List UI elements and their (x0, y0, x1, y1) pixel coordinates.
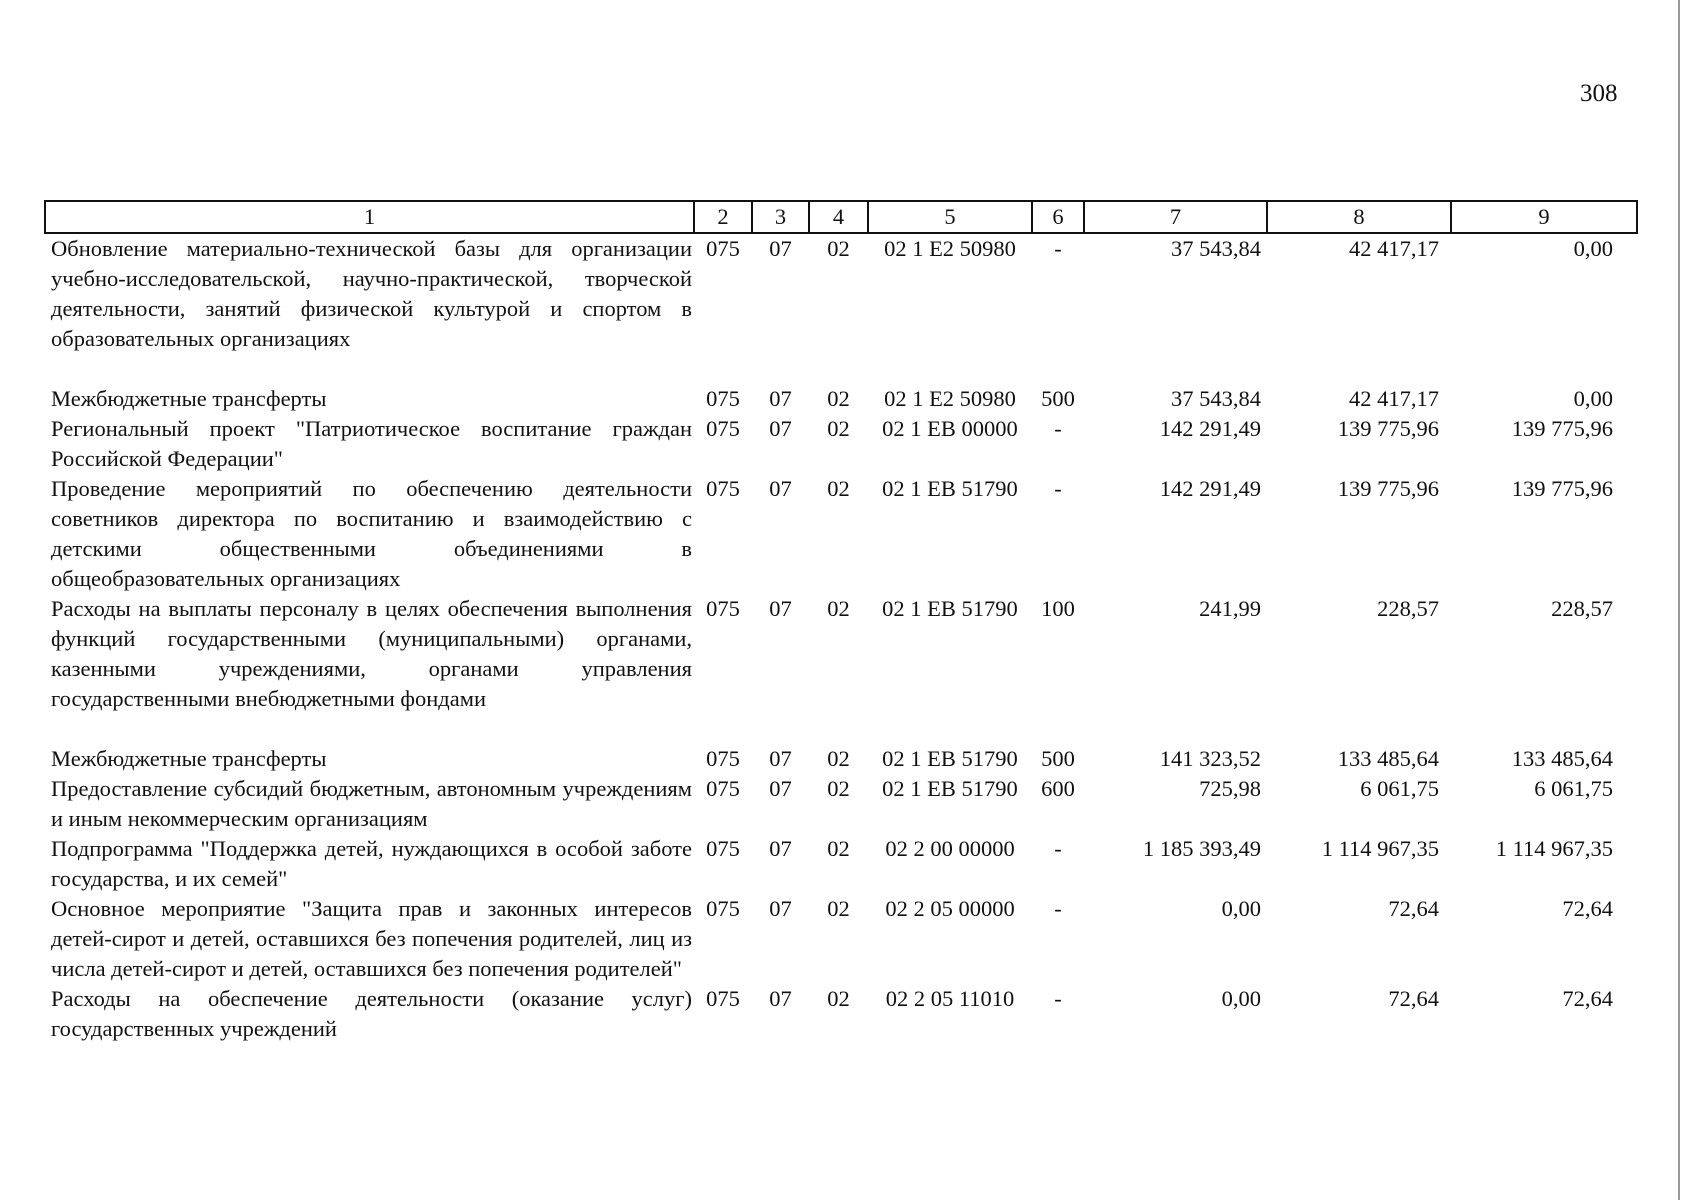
row-name-cell: Расходы на обеспечение деятельности (оказание услуг) государственных учреждений (51, 986, 692, 1041)
table-row (45, 774, 1637, 834)
row-col-3-cell: 07 (769, 896, 792, 921)
row-col-7-cell: 1 185 393,49 (1142, 836, 1261, 861)
header-col-7: 7 (1084, 201, 1267, 233)
row-col-4-cell: 02 (827, 386, 850, 411)
row-col-3-cell: 07 (769, 986, 792, 1011)
row-col-3-cell: 07 (769, 746, 792, 771)
header-col-3: 3 (752, 201, 809, 233)
row-col-8-cell: 1 114 967,35 (1321, 836, 1439, 861)
row-col-8-cell: 228,57 (1377, 596, 1439, 621)
row-col-6-cell: 600 (1041, 776, 1075, 801)
header-col-4: 4 (809, 201, 868, 233)
row-col-7-cell: 0,00 (1221, 896, 1261, 921)
row-col-9-cell: 139 775,96 (1511, 476, 1613, 501)
row-col-2-cell: 075 (706, 596, 740, 621)
row-col-7-cell: 241,99 (1199, 596, 1261, 621)
row-col-6-cell: 100 (1041, 596, 1075, 621)
row-col-3-cell: 07 (769, 236, 792, 261)
table-row (45, 384, 1637, 414)
table-body (45, 233, 1637, 1044)
row-col-2-cell: 075 (706, 836, 740, 861)
row-col-3-cell: 07 (769, 836, 792, 861)
header-row (45, 201, 1637, 233)
header-col-5: 5 (868, 201, 1032, 233)
row-col-4-cell: 02 (827, 896, 850, 921)
row-col-8-cell: 6 061,75 (1360, 776, 1439, 801)
row-name-cell: Межбюджетные трансферты (51, 746, 327, 771)
table-row (45, 834, 1637, 894)
row-col-7-cell: 725,98 (1199, 776, 1261, 801)
row-col-5-cell: 02 1 E2 50980 (884, 386, 1016, 411)
row-col-7-cell: 141 323,52 (1159, 746, 1261, 771)
row-col-7-cell: 37 543,84 (1171, 386, 1261, 411)
row-col-2-cell: 075 (706, 386, 740, 411)
row-col-8-cell: 42 417,17 (1349, 236, 1439, 261)
row-col-5-cell: 02 1 E2 50980 (884, 236, 1016, 261)
row-col-8-cell: 42 417,17 (1349, 386, 1439, 411)
row-col-9-cell: 0,00 (1573, 236, 1613, 261)
row-name-cell: Предоставление субсидий бюджетным, автономным учреждениям и иным некоммерческим организациям (51, 776, 692, 831)
row-col-3-cell: 07 (769, 596, 792, 621)
row-col-6-cell: - (1054, 476, 1062, 501)
row-col-6-cell: 500 (1041, 386, 1075, 411)
row-col-4-cell: 02 (827, 236, 850, 261)
row-name-cell: Подпрограмма "Поддержка детей, нуждающихся в особой заботе государства, и их семей" (51, 836, 692, 891)
row-col-5-cell: 02 1 EB 51790 (882, 776, 1018, 801)
row-name-cell: Проведение мероприятий по обеспечению деятельности советников директора по воспитанию и взаимодействию с детскими общественными объединениями в общеобразовательных организациях (51, 476, 692, 591)
row-col-3-cell: 07 (769, 776, 792, 801)
row-col-8-cell: 139 775,96 (1337, 416, 1439, 441)
row-col-2-cell: 075 (706, 416, 740, 441)
row-col-9-cell: 228,57 (1551, 596, 1613, 621)
row-col-4-cell: 02 (827, 776, 850, 801)
row-col-8-cell: 72,64 (1388, 896, 1439, 921)
row-col-4-cell: 02 (827, 416, 850, 441)
row-col-9-cell: 1 114 967,35 (1495, 836, 1613, 861)
row-name-cell: Региональный проект "Патриотическое воспитание граждан Российской Федерации" (51, 416, 692, 471)
table-row (45, 414, 1637, 474)
row-col-2-cell: 075 (706, 476, 740, 501)
row-col-4-cell: 02 (827, 836, 850, 861)
row-col-7-cell: 0,00 (1221, 986, 1261, 1011)
row-col-5-cell: 02 2 00 00000 (885, 836, 1015, 861)
table-row (45, 984, 1637, 1044)
row-col-6-cell: - (1054, 986, 1062, 1011)
row-col-2-cell: 075 (706, 986, 740, 1011)
header-col-1: 1 (45, 201, 694, 233)
row-col-9-cell: 6 061,75 (1534, 776, 1613, 801)
row-col-9-cell: 72,64 (1562, 986, 1613, 1011)
row-col-8-cell: 72,64 (1388, 986, 1439, 1011)
row-col-9-cell: 133 485,64 (1511, 746, 1613, 771)
row-col-6-cell: - (1054, 236, 1062, 261)
row-col-4-cell: 02 (827, 986, 850, 1011)
row-col-7-cell: 142 291,49 (1159, 416, 1261, 441)
row-name-cell: Расходы на выплаты персоналу в целях обеспечения выполнения функций государственными (муниципальными) органами, казенными учреждениями, органами управления государственными внебюджетными фондами (51, 596, 692, 711)
page-edge-shadow (1678, 0, 1680, 1200)
row-col-6-cell: - (1054, 416, 1062, 441)
budget-table (44, 200, 1638, 1044)
row-col-5-cell: 02 1 EB 51790 (882, 596, 1018, 621)
header-col-6: 6 (1032, 201, 1084, 233)
row-col-3-cell: 07 (769, 416, 792, 441)
row-name-cell: Основное мероприятие "Защита прав и законных интересов детей-сирот и детей, оставшихся без попечения родителей, лиц из числа детей-сирот и детей, оставшихся без попечения родителей" (51, 896, 692, 981)
row-col-5-cell: 02 1 EB 00000 (882, 416, 1018, 441)
row-name-cell: Обновление материально-технической базы для организации учебно-исследовательской, научно-практической, творческой деятельности, занятий физической культурой и спортом в образовательных организациях (51, 236, 692, 351)
row-col-4-cell: 02 (827, 746, 850, 771)
row-col-3-cell: 07 (769, 476, 792, 501)
table-row (45, 233, 1637, 384)
row-col-5-cell: 02 2 05 11010 (885, 986, 1015, 1011)
header-col-9: 9 (1451, 201, 1637, 233)
row-col-2-cell: 075 (706, 746, 740, 771)
row-col-2-cell: 075 (706, 896, 740, 921)
row-col-2-cell: 075 (706, 236, 740, 261)
table-row (45, 594, 1637, 744)
row-col-8-cell: 139 775,96 (1337, 476, 1439, 501)
row-col-5-cell: 02 1 EB 51790 (882, 476, 1018, 501)
row-col-5-cell: 02 1 EB 51790 (882, 746, 1018, 771)
row-col-4-cell: 02 (827, 596, 850, 621)
row-col-9-cell: 0,00 (1573, 386, 1613, 411)
row-col-6-cell: 500 (1041, 746, 1075, 771)
row-col-9-cell: 139 775,96 (1511, 416, 1613, 441)
row-col-7-cell: 37 543,84 (1171, 236, 1261, 261)
row-name-cell: Межбюджетные трансферты (51, 386, 327, 411)
row-col-9-cell: 72,64 (1562, 896, 1613, 921)
row-col-6-cell: - (1054, 896, 1062, 921)
row-col-7-cell: 142 291,49 (1159, 476, 1261, 501)
page-number: 308 (1580, 80, 1618, 107)
header-col-8: 8 (1267, 201, 1451, 233)
row-col-2-cell: 075 (706, 776, 740, 801)
table-row (45, 474, 1637, 594)
row-col-6-cell: - (1054, 836, 1062, 861)
row-col-4-cell: 02 (827, 476, 850, 501)
table-row (45, 894, 1637, 984)
row-col-3-cell: 07 (769, 386, 792, 411)
header-col-2: 2 (694, 201, 752, 233)
table-row (45, 744, 1637, 774)
row-col-8-cell: 133 485,64 (1337, 746, 1439, 771)
row-col-5-cell: 02 2 05 00000 (885, 896, 1015, 921)
